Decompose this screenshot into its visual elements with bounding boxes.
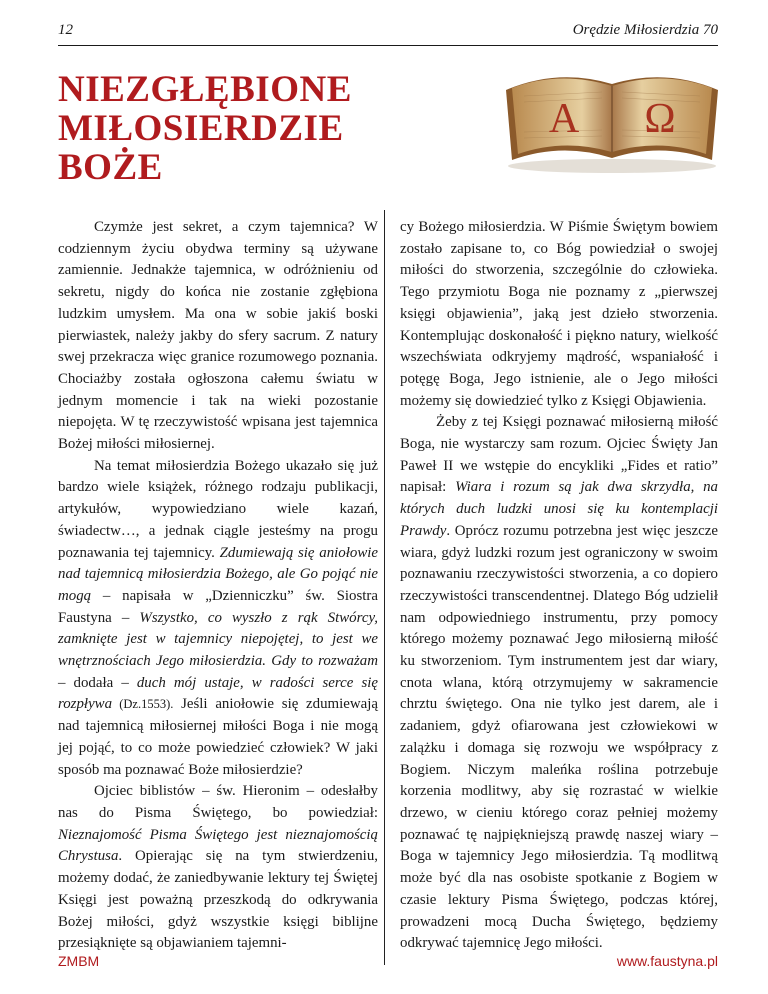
title-line-1: NIEZGŁĘBIONE bbox=[58, 69, 352, 110]
quote: Zdumiewają się aniołowie nad tajemnicą miłosierdzia Bożego, ale Go pojąć nie mogą bbox=[58, 544, 378, 604]
quote: duch mój ustaje, w radości serce się rozpływa bbox=[58, 674, 378, 713]
quote: Wszystko, co wyszło z rąk Stwórcy, zamknięte jest w tajemnicy niepojętej, to jest we wnętrznościach Jego miłosierdzia. Gdy to rozważam bbox=[58, 609, 378, 670]
paragraph: Czymże jest sekret, a czym tajemnica? W codziennym życiu obydwa terminy są używane zamiennie. Jednakże tajemnica, w odróżnieniu od sekretu, nigdy do końca nie zostanie zgłębiona ludzkim umysłem. Ma ona w sobie jakiś boski pierwiastek, należy jakby do sfery sacrum. Z natury swej przekracza więc granice rozumowego poznania. Chociażby została ogłoszona całemu światu w jednym momencie i tak na wieki pozostanie niepojęta. W tę rzeczywistość wpisana jest tajemnica Bożej miłości miłosiernej. bbox=[58, 219, 378, 453]
article-title bbox=[58, 70, 352, 187]
paragraph: Na temat miłosierdzia Bożego ukazało się już bardzo wiele książek, różnego rodzaju publikacji, artykułów, wypowiedziano wiele kazań, świadectw…, a jednak ciągle jesteśmy na progu poznawania tej tajemnicy. Zdumiewają się aniołowie nad tajemnicą miłosierdzia Bożego, ale Go pojąć nie mogą – napisała w „Dzienniczku” św. Siostra Faustyna – Wszystko, co wyszło z rąk Stwórcy, zamknięte jest w tajemnicy niepojętej, to jest we wnętrznościach Jego miłosierdzia. Gdy to rozważam – dodała – duch mój ustaje, w radości serce się rozpływa (Dz.1553). Jeśli aniołowie się zdumiewają nad tajemnicą miłosiernej miłości Boga i nie mogą jej pojąć, to co może powiedzieć człowiek? W jaki sposób ma poznawać Boże miłosierdzie? bbox=[58, 457, 378, 778]
header-rule bbox=[58, 45, 718, 46]
footer-publisher: ZMBM bbox=[58, 953, 100, 969]
right-column bbox=[400, 217, 718, 955]
paragraph: Żeby z tej Księgi poznawać miłosierną miłość Boga, nie wystarczy sam rozum. Ojciec Święty Jan Paweł II we wstępie do encykliki „Fides et ratio” napisał: Wiara i rozum są jak dwa skrzydła, na których duch ludzki unosi się ku kontemplacji Prawdy. Oprócz rozumu potrzebna jest więc jeszcze wiara, gdyż ludzki rozum jest ograniczony w swoim poznawaniu rzeczywistości stworzenia, a co dopiero rzeczywistości transcendentnej. Dlatego Bóg udzielił nam odpowiedniego instrumentu, przy pomocy którego możemy poznawać Jego miłosierną miłość ku stworzeniom. Tym instrumentem jest dar wiary, cnota wlana, którą otrzymujemy w sakramencie chrztu świętego. Ona nie tylko jest darem, ale i zadaniem, gdyż ofiarowana jest człowiekowi w zalążku i domaga się rozwoju we współpracy z Bogiem. Niczym maleńka roślina potrzebuje korzenia modlitwy, aby się rozrastać w wielkie drzewo, w cieniu którego coraz pełniej możemy poznawać tę najpiękniejszą prawdę naszej wiary – Boga w tajemnicy Jego miłosierdzia. Tą modlitwą może być dla nas osobiste spotkanie z Bogiem w czasie lektury Pisma Świętego, podczas której, prowadzeni mocą Ducha Świętego, będziemy odkrywać tajemnicę Jego miłości. bbox=[400, 414, 718, 952]
title-line-3: BOŻE bbox=[58, 147, 163, 188]
open-bible-icon bbox=[498, 62, 726, 174]
column-divider bbox=[384, 210, 385, 965]
alpha-glyph: A bbox=[548, 96, 580, 142]
paragraph: Ojciec biblistów – św. Hieronim – odesłałby nas do Pisma Świętego, bo powiedział: Nieznajomość Pisma Świętego jest nieznajomością Chrystusa. Opierając się na tym stwierdzeniu, możemy dodać, że zaniedbywanie lektury tej Świętej Księgi jest poważną przeszkodą do odkrywania Bożej miłości, gdyż wszystkie księgi biblijne przesiąknięte są objawianiem tajemni- bbox=[58, 783, 378, 952]
footer-website-link[interactable]: www.faustyna.pl bbox=[616, 953, 718, 969]
issue-title: Orędzie Miłosierdzia 70 bbox=[572, 22, 718, 38]
page-number: 12 bbox=[58, 22, 73, 38]
title-line-2: MIŁOSIERDZIE bbox=[58, 108, 344, 149]
left-column bbox=[58, 217, 378, 955]
omega-glyph: Ω bbox=[644, 96, 676, 142]
quote: Wiara i rozum są jak dwa skrzydła, na których duch ludzki unosi się ku kontemplacji Prawdy bbox=[400, 479, 718, 539]
diary-reference: (Dz.1553). bbox=[112, 697, 174, 712]
quote: Nieznajomość Pisma Świętego jest nieznajomością Chrystusa bbox=[58, 826, 378, 865]
paragraph: cy Bożego miłosierdzia. W Piśmie Świętym bowiem zostało zapisane to, co Bóg powiedział o swojej miłości do stworzenia, szczególnie do człowieka. Tego przymiotu Boga nie poznamy z „pierwszej księgi objawienia”, jaką jest dzieło stworzenia. Kontemplując doskonałość i piękno natury, wielkość wszechświata odkryjemy mądrość, wspaniałość i potęgę Boga, Jego istnienie, ale o Jego miłości możemy się dowiedzieć tylko z Księgi Objawienia. bbox=[400, 219, 718, 409]
